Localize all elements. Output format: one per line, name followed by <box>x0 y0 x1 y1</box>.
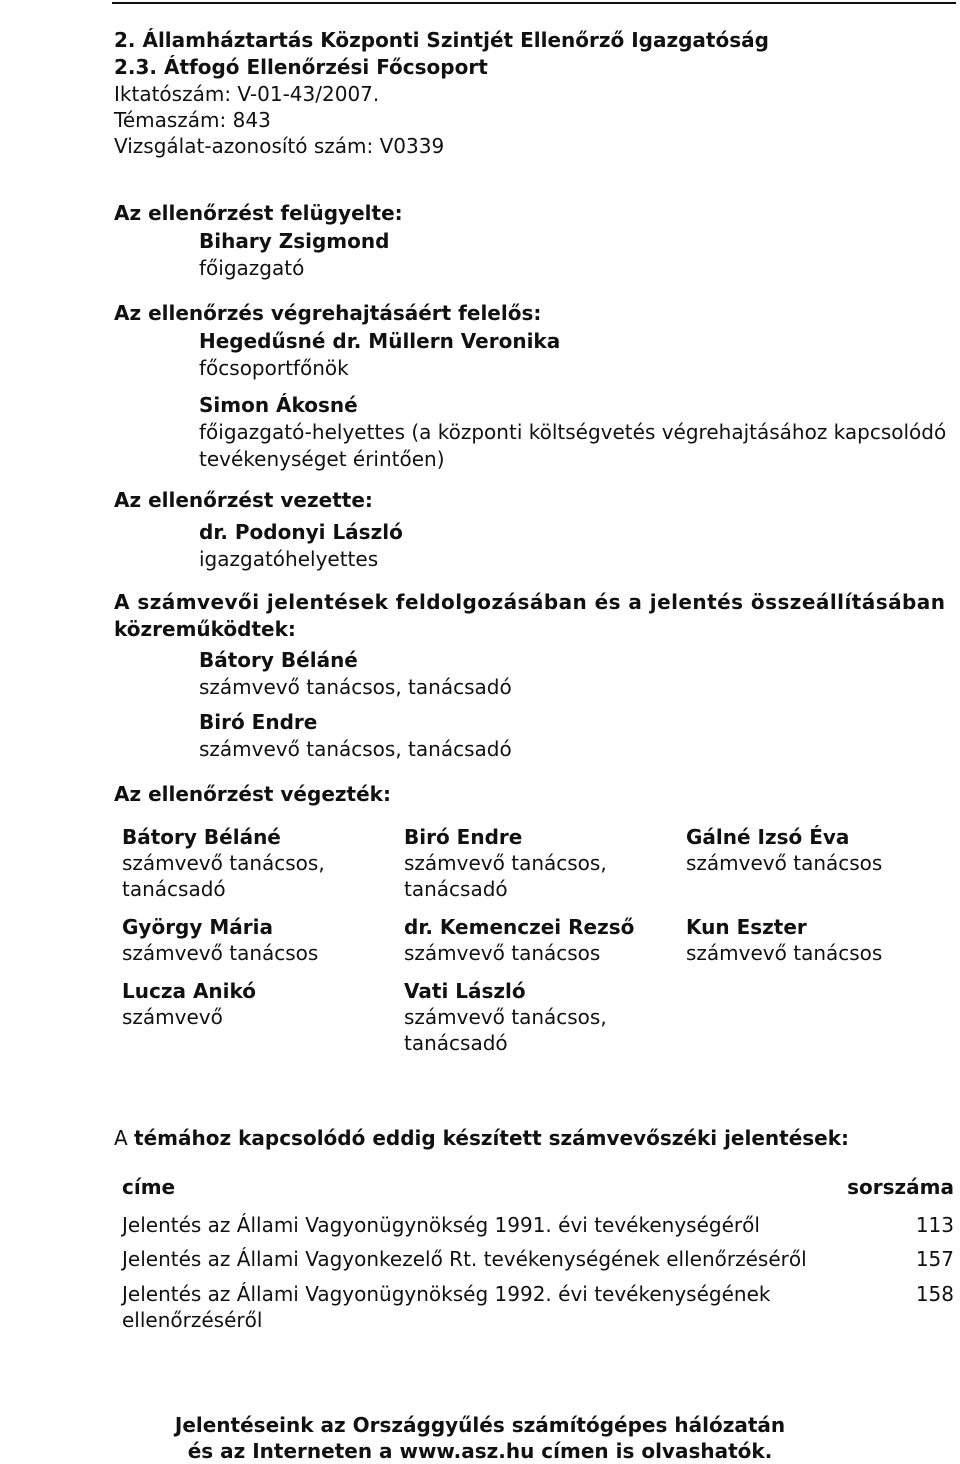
responsible-label: Az ellenőrzés végrehajtásáért felelős: <box>114 301 542 325</box>
auditor-card <box>122 914 392 966</box>
contributor-name-1: Bátory Béláné <box>199 648 358 672</box>
group-title: 2.3. Átfogó Ellenőrzési Főcsoport <box>114 55 488 79</box>
report-number: 158 <box>915 1282 954 1306</box>
auditor-role: számvevő tanácsos, <box>404 851 607 875</box>
auditor-name: György Mária <box>122 915 273 939</box>
auditor-card <box>404 978 674 1056</box>
auditor-name: Bátory Béláné <box>122 825 281 849</box>
registration-number: Iktatószám: V-01-43/2007. <box>114 82 380 106</box>
contributor-role-2: számvevő tanácsos, tanácsadó <box>199 737 512 761</box>
related-heading-prefix: A <box>114 1126 128 1150</box>
related-heading-text: témához kapcsolódó eddig készített számvevőszéki jelentések: <box>134 1126 850 1150</box>
table-row <box>122 1281 954 1333</box>
auditor-role: számvevő tanácsos, <box>404 1005 607 1029</box>
responsible-role-1: főcsoportfőnök <box>199 356 349 380</box>
supervised-label: Az ellenőrzést felügyelte: <box>114 201 403 225</box>
auditor-name: Vati László <box>404 979 526 1003</box>
auditor-role-cont: tanácsadó <box>404 877 508 901</box>
auditor-card <box>404 824 674 902</box>
footer-line-1: Jelentéseink az Országgyűlés számítógépes hálózatán <box>174 1413 786 1437</box>
responsible-name-2: Simon Ákosné <box>199 393 358 417</box>
leader-role: igazgatóhelyettes <box>199 547 379 571</box>
report-title: Jelentés az Állami Vagyonügynökség 1991. évi tevékenységéről <box>122 1213 760 1237</box>
report-title: Jelentés az Állami Vagyonügynökség 1992. évi tevékenységének <box>122 1282 771 1306</box>
auditor-role: számvevő <box>122 1005 223 1029</box>
auditor-name: Lucza Anikó <box>122 979 257 1003</box>
auditor-role-cont: tanácsadó <box>122 877 226 901</box>
column-number-header: sorszáma <box>847 1175 954 1199</box>
supervisor-name: Bihary Zsigmond <box>199 229 390 253</box>
leader-name: dr. Podonyi László <box>199 520 403 544</box>
contributors-label-2: közreműködtek: <box>114 617 296 641</box>
auditor-card <box>686 914 956 966</box>
report-title: Jelentés az Állami Vagyonkezelő Rt. tevékenységének ellenőrzéséről <box>122 1247 807 1271</box>
report-number: 157 <box>915 1247 954 1271</box>
responsible-name-1: Hegedűsné dr. Müllern Veronika <box>199 329 561 353</box>
contributor-name-2: Biró Endre <box>199 710 318 734</box>
auditor-name: Gálné Izsó Éva <box>686 825 850 849</box>
led-label: Az ellenőrzést vezette: <box>114 488 373 512</box>
contributors-label-1: A számvevői jelentések feldolgozásában és a jelentés összeállításában <box>114 590 946 614</box>
topic-number: Témaszám: 843 <box>114 108 271 132</box>
auditor-name: Biró Endre <box>404 825 523 849</box>
auditor-role: számvevő tanácsos <box>686 851 883 875</box>
performed-label: Az ellenőrzést végezték: <box>114 782 391 806</box>
auditor-role: számvevő tanácsos, <box>122 851 325 875</box>
auditor-card <box>122 978 392 1030</box>
responsible-role-2b: tevékenységet érintően) <box>199 447 445 471</box>
auditor-role-cont: tanácsadó <box>404 1031 508 1055</box>
auditor-role: számvevő tanácsos <box>404 941 601 965</box>
table-row <box>122 1212 954 1238</box>
footer-line-2: és az Interneten a www.asz.hu címen is olvashatók. <box>187 1439 773 1463</box>
auditor-name: dr. Kemenczei Rezső <box>404 915 635 939</box>
auditor-card <box>122 824 392 902</box>
supervisor-role: főigazgató <box>199 256 305 280</box>
directorate-title: 2. Államháztartás Központi Szintjét Ellenőrző Igazgatóság <box>114 28 769 52</box>
contributor-role-1: számvevő tanácsos, tanácsadó <box>199 675 512 699</box>
responsible-role-2a: főigazgató-helyettes (a központi költségvetés végrehajtásához kapcsolódó <box>199 420 947 444</box>
report-number: 113 <box>915 1213 954 1237</box>
audit-id: Vizsgálat-azonosító szám: V0339 <box>114 134 445 158</box>
column-title-header: címe <box>122 1175 176 1199</box>
auditor-card <box>404 914 674 966</box>
auditor-card <box>686 824 956 876</box>
auditor-role: számvevő tanácsos <box>686 941 883 965</box>
related-table-header <box>122 1174 954 1200</box>
auditor-name: Kun Eszter <box>686 915 807 939</box>
report-title-cont: ellenőrzéséről <box>122 1308 263 1332</box>
related-heading <box>114 1126 849 1150</box>
table-row <box>122 1246 954 1272</box>
auditor-role: számvevő tanácsos <box>122 941 319 965</box>
